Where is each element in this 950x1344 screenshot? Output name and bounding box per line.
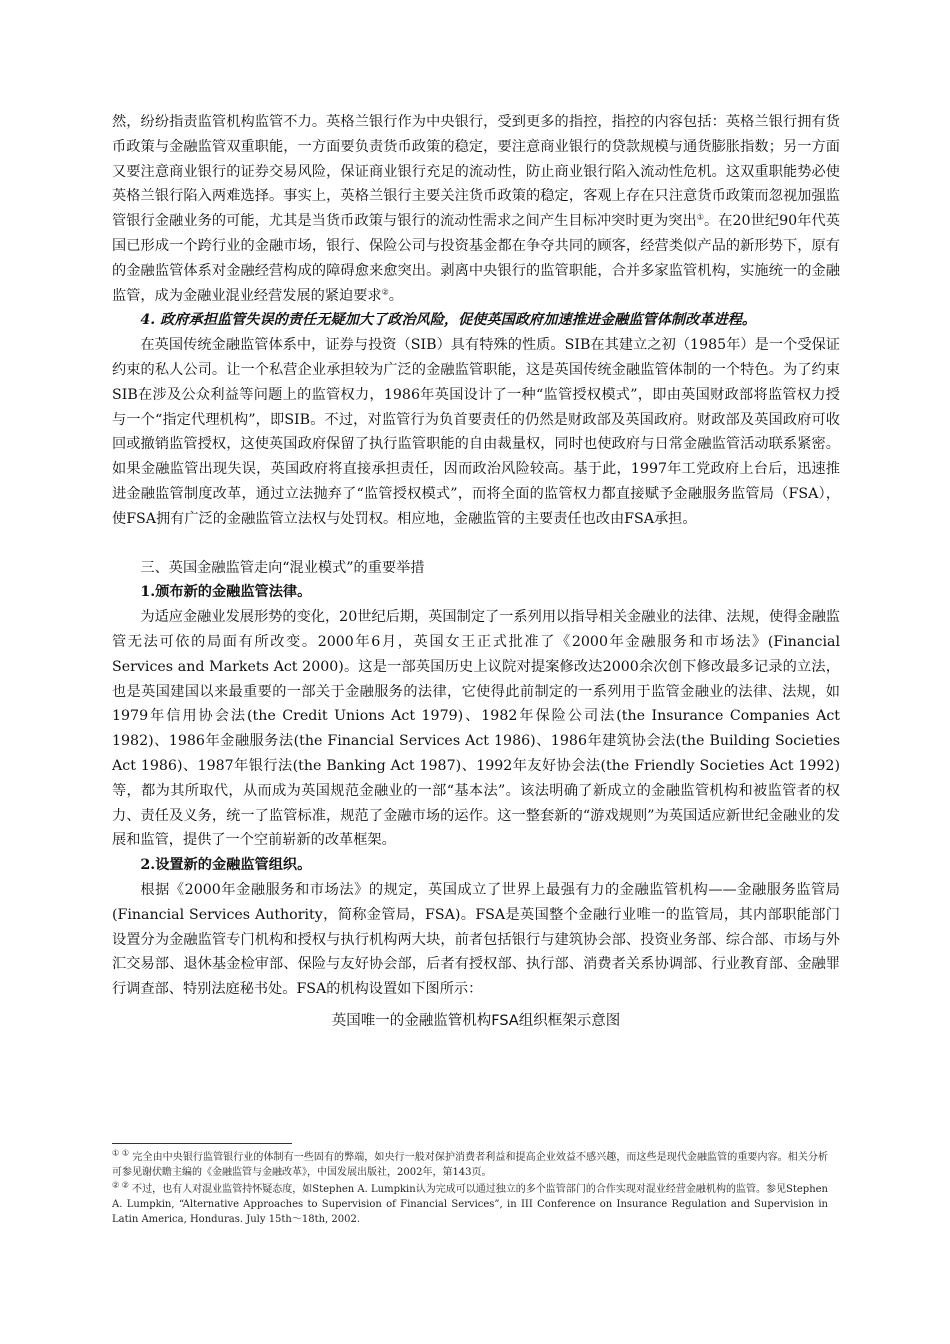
paragraph-1-text-c: 。 [388, 287, 403, 304]
footnote-1-text: 完全由中央银行监管银行业的体制有一些固有的弊端，如央行一般对保护消费者利益和提高企业效益不感兴趣，而这些是现代金融监管的重要内容。相关分析可参见谢伏瞻主编的《金融监管与金融改革》，中国发展出版社，2002年，第143页。 [112, 1152, 828, 1178]
point-4-heading: 4. 政府承担监管失误的责任无疑加大了政治风险，促使英国政府加速推进金融监管体制改革进程。 [140, 312, 757, 329]
paragraph-4: 根据《2000年金融服务和市场法》的规定，英国成立了世界上最强有力的金融监管机构——金融服务监管局(Financial Services Authority，简称金管局，FSA)。FSA是英国整个金融行业唯一的监管局，其内部职能部门设置分为金融监管专门机构和授权与执行机构两大块，前者包括银行与建筑协会部、投资业务部、综合部、市场与外汇交易部、退休基金检审部、保险与友好协会部，后者有授权部、执行部、消费者关系协调部、行业教育部、金融罪行调查部、特别法庭秘书处。FSA的机构设置如下图所示： [112, 881, 840, 998]
footnote-2-text: 不过，也有人对混业监管持怀疑态度，如Stephen A. Lumpkin认为完成可以通过独立的多个监管部门的合作实现对混业经营金融机构的监管。参见Stephen A. Lumpkin, “Alternative Approaches to Supervision of Financial Services”, in III Conference on Insurance Regulation and Supervision in Latin America, Honduras. July 15th～18th, 2002. [112, 1184, 828, 1225]
paragraph-1 [112, 110, 840, 308]
section-3-heading: 三、英国金融监管走向“混业模式”的重要举措 [140, 559, 425, 576]
footnote-ref-1[interactable]: ① [696, 212, 704, 222]
paragraph-2: 在英国传统金融监管体系中，证券与投资（SIB）具有特殊的性质。SIB在其建立之初（1985年）是一个受保证约束的私人公司。让一个私营企业承担较为广泛的金融监管职能，这是英国传统金融监管体制的一个特色。为了约束SIB在涉及公众利益等问题上的监管权力，1986年英国设计了一种“监管授权模式”，即由英国财政部将监管权力授与一个“指定代理机构”，即SIB。不过，对监管行为负首要责任的仍然是财政部及英国政府。财政部及英国政府可收回或撤销监管授权，这使英国政府保留了执行监管职能的自由裁量权，同时也使政府与日常金融监管活动联系紧密。如果金融监管出现失误，英国政府将直接承担责任，因而政治风险较高。基于此，1997年工党政府上台后，迅速推进金融监管制度改革，通过立法抛弃了“监管授权模式”，而将全面的监管权力都直接赋予金融服务监管局（FSA），使FSA拥有广泛的金融监管立法权与处罚权。相应地，金融监管的主要责任也改由FSA承担。 [112, 337, 840, 527]
footnote-2 [112, 1182, 828, 1227]
subsection-2-heading: 2.设置新的金融监管组织。 [140, 857, 312, 874]
figure-caption: 英国唯一的金融监管机构FSA组织框架示意图 [331, 1012, 621, 1029]
footnotes [112, 1150, 828, 1229]
paragraph-1-text-b: 。在20世纪90年代英国已形成一个跨行业的金融市场，银行、保险公司与投资基金都在争夺共同的顾客，经营类似产品的新形势下，原有的金融监管体系对金融经营构成的障碍愈来愈突出。剥离中央银行的监管职能，合并多家监管机构，实施统一的金融监管，成为金融业混业经营发展的紧迫要求 [112, 213, 840, 304]
footnote-divider [112, 1143, 292, 1144]
document-body [112, 110, 840, 1034]
footnote-1-mark: ① ① [112, 1148, 130, 1158]
footnote-2-mark: ② ② [112, 1180, 129, 1190]
footnote-ref-2[interactable]: ② [381, 286, 389, 296]
footnote-1 [112, 1150, 828, 1180]
subsection-1-heading: 1.颁布新的金融监管法律。 [140, 584, 312, 601]
paragraph-1-text-a: 然，纷纷指责监管机构监管不力。英格兰银行作为中央银行，受到更多的指控，指控的内容包括：英格兰银行拥有货币政策与金融监管双重职能，一方面要负责货币政策的稳定，要注意商业银行的贷款规模与通货膨胀指数；另一方面又要注意商业银行的证券交易风险，保证商业银行充足的流动性，防止商业银行陷入流动性危机。这双重职能势必使英格兰银行陷入两难选择。事实上，英格兰银行主要关注货币政策的稳定，客观上存在只注意货币政策而忽视加强监管银行金融业务的可能，尤其是当货币政策与银行的流动性需求之间产生目标冲突时更为突出 [112, 114, 840, 230]
paragraph-3: 为适应金融业发展形势的变化，20世纪后期，英国制定了一系列用以指导相关金融业的法律、法规，使得金融监管无法可依的局面有所改变。2000年6月，英国女王正式批准了《2000年金融服务和市场法》(Financial Services and Markets Act 2000)。这是一部英国历史上议院对提案修改达2000余次创下修改最多记录的立法，也是英国建国以来最重要的一部关于金融服务的法律，它使得此前制定的一系列用于监管金融业的法律、法规，如1979年信用协会法(the Credit Unions Act 1979)、1982年保险公司法(the Insurance Companies Act 1982)、1986年金融服务法(the Financial Services Act 1986)、1986年建筑协会法(the Building Societies Act 1986)、1987年银行法(the Banking Act 1987)、1992年友好协会法(the Friendly Societies Act 1992)等，都为其所取代，从而成为英国规范金融业的一部“基本法”。该法明确了新成立的金融监管机构和被监管者的权力、责任及义务，统一了监管标准，规范了金融市场的运作。这一整套新的“游戏规则”为英国适应新世纪金融业的发展和监管，提供了一个空前崭新的改革框架。 [112, 609, 840, 849]
